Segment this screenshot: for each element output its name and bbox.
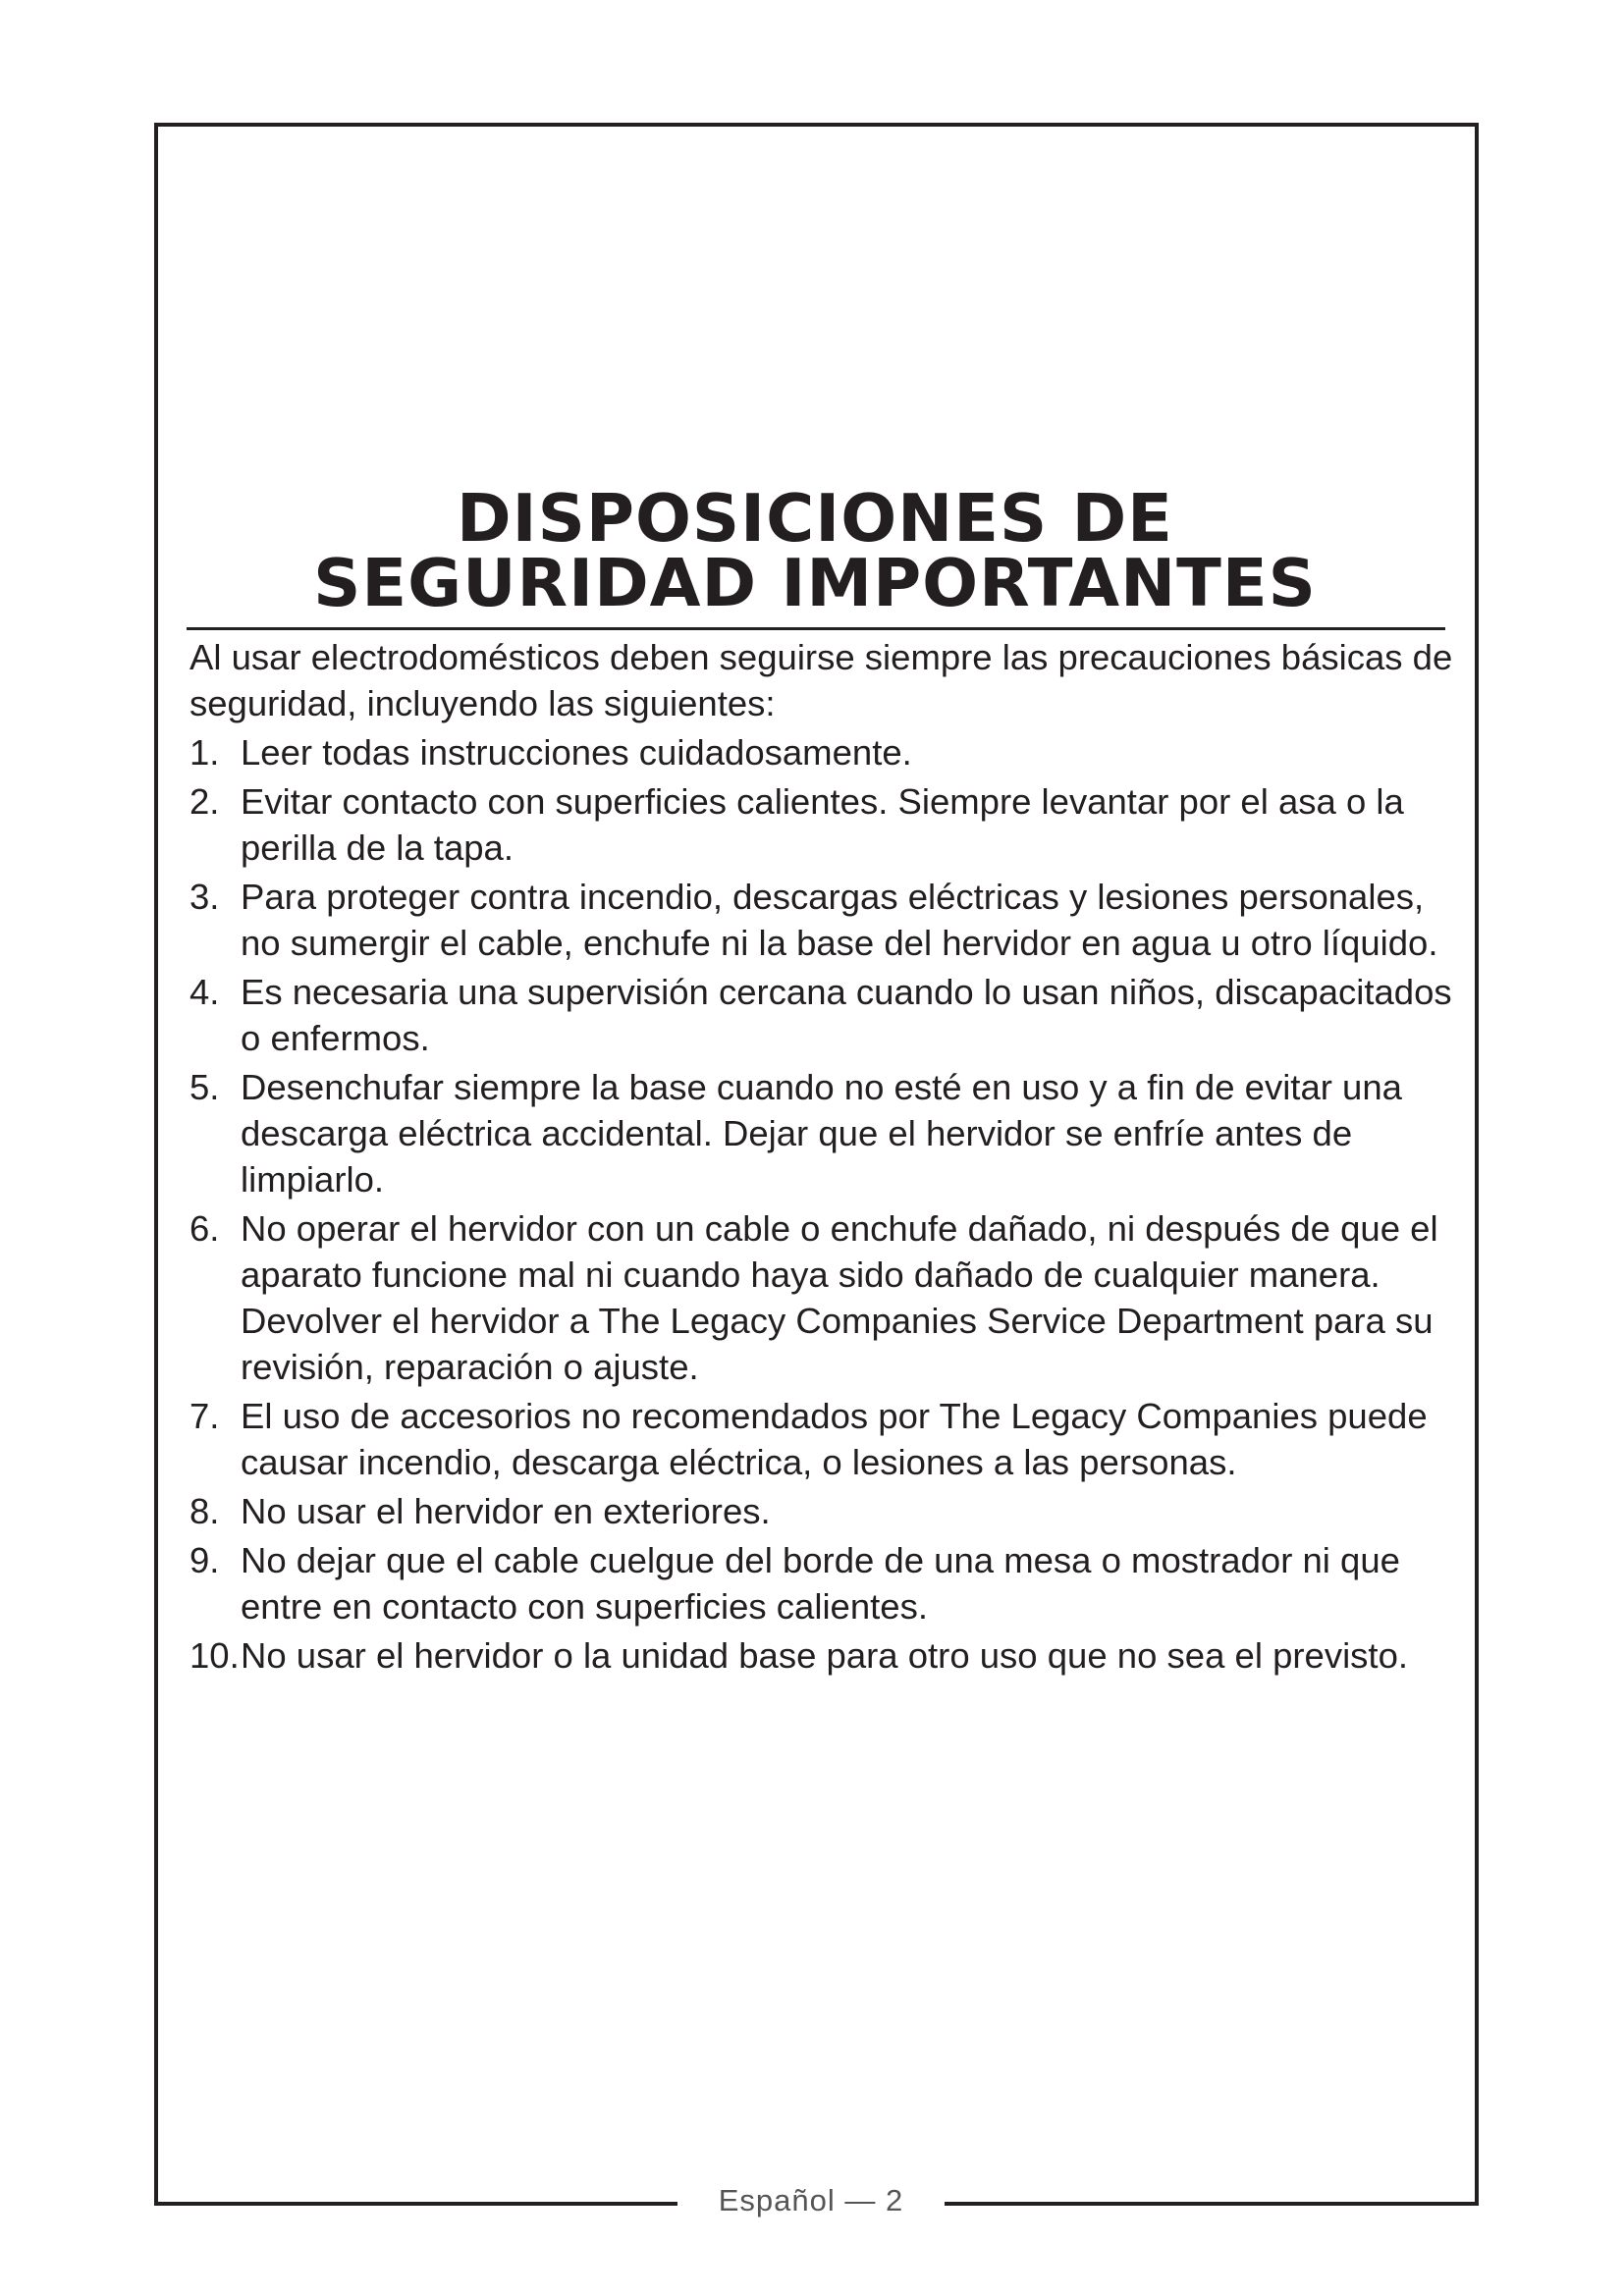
item-text: No operar el hervidor con un cable o enchufe dañado, ni después de que el aparato funcione mal ni cuando haya sido dañado de cualquier manera. Devolver el hervidor a The Legacy Companies Service Department para su revisión, reparación o ajuste. [241, 1208, 1438, 1387]
list-item [189, 969, 1456, 1061]
list-item [189, 874, 1456, 966]
list-item [189, 1632, 1456, 1679]
title-line-1: DISPOSICIONES DE [457, 480, 1173, 557]
item-number: 9. [189, 1540, 220, 1580]
item-number: 6. [189, 1208, 220, 1249]
list-item [189, 729, 1456, 775]
page-footer: Español — 2 [718, 2183, 904, 2217]
item-text: No dejar que el cable cuelgue del borde de una mesa o mostrador ni que entre en contacto con superficies calientes. [241, 1540, 1400, 1627]
item-text: No usar el hervidor en exteriores. [241, 1491, 771, 1531]
item-number: 5. [189, 1067, 220, 1107]
item-number: 2. [189, 781, 220, 822]
page-title [187, 480, 1443, 621]
item-text: No usar el hervidor o la unidad base para otro uso que no sea el previsto. [241, 1635, 1409, 1676]
item-text: El uso de accesorios no recomendados por The Legacy Companies puede causar incendio, descarga eléctrica, o lesiones a las personas. [241, 1396, 1428, 1482]
title-underline [187, 627, 1445, 630]
list-item [189, 778, 1456, 871]
list-item [189, 1393, 1456, 1485]
item-text: Para proteger contra incendio, descargas eléctricas y lesiones personales, no sumergir el cable, enchufe ni la base del hervidor en agua u otro líquido. [241, 877, 1438, 963]
safety-content [189, 634, 1456, 1682]
item-number: 10. [189, 1635, 240, 1676]
item-text: Leer todas instrucciones cuidadosamente. [241, 732, 912, 773]
item-number: 7. [189, 1396, 220, 1436]
safety-list [189, 729, 1456, 1679]
title-line-2: SEGURIDAD IMPORTANTES [313, 545, 1317, 621]
list-item [189, 1205, 1456, 1390]
item-number: 3. [189, 877, 220, 917]
item-text: Desenchufar siempre la base cuando no esté en uso y a fin de evitar una descarga eléctrica accidental. Dejar que el hervidor se enfríe antes de limpiarlo. [241, 1067, 1402, 1200]
list-item [189, 1488, 1456, 1534]
list-item [189, 1064, 1456, 1202]
item-number: 4. [189, 972, 220, 1012]
item-number: 1. [189, 732, 220, 773]
item-number: 8. [189, 1491, 220, 1531]
item-text: Evitar contacto con superficies calientes. Siempre levantar por el asa o la perilla de la tapa. [241, 781, 1404, 868]
list-item [189, 1537, 1456, 1629]
item-text: Es necesaria una supervisión cercana cuando lo usan niños, discapacitados o enfermos. [241, 972, 1452, 1058]
intro-paragraph: Al usar electrodomésticos deben seguirse siempre las precauciones básicas de seguridad, incluyendo las siguientes: [189, 637, 1453, 723]
